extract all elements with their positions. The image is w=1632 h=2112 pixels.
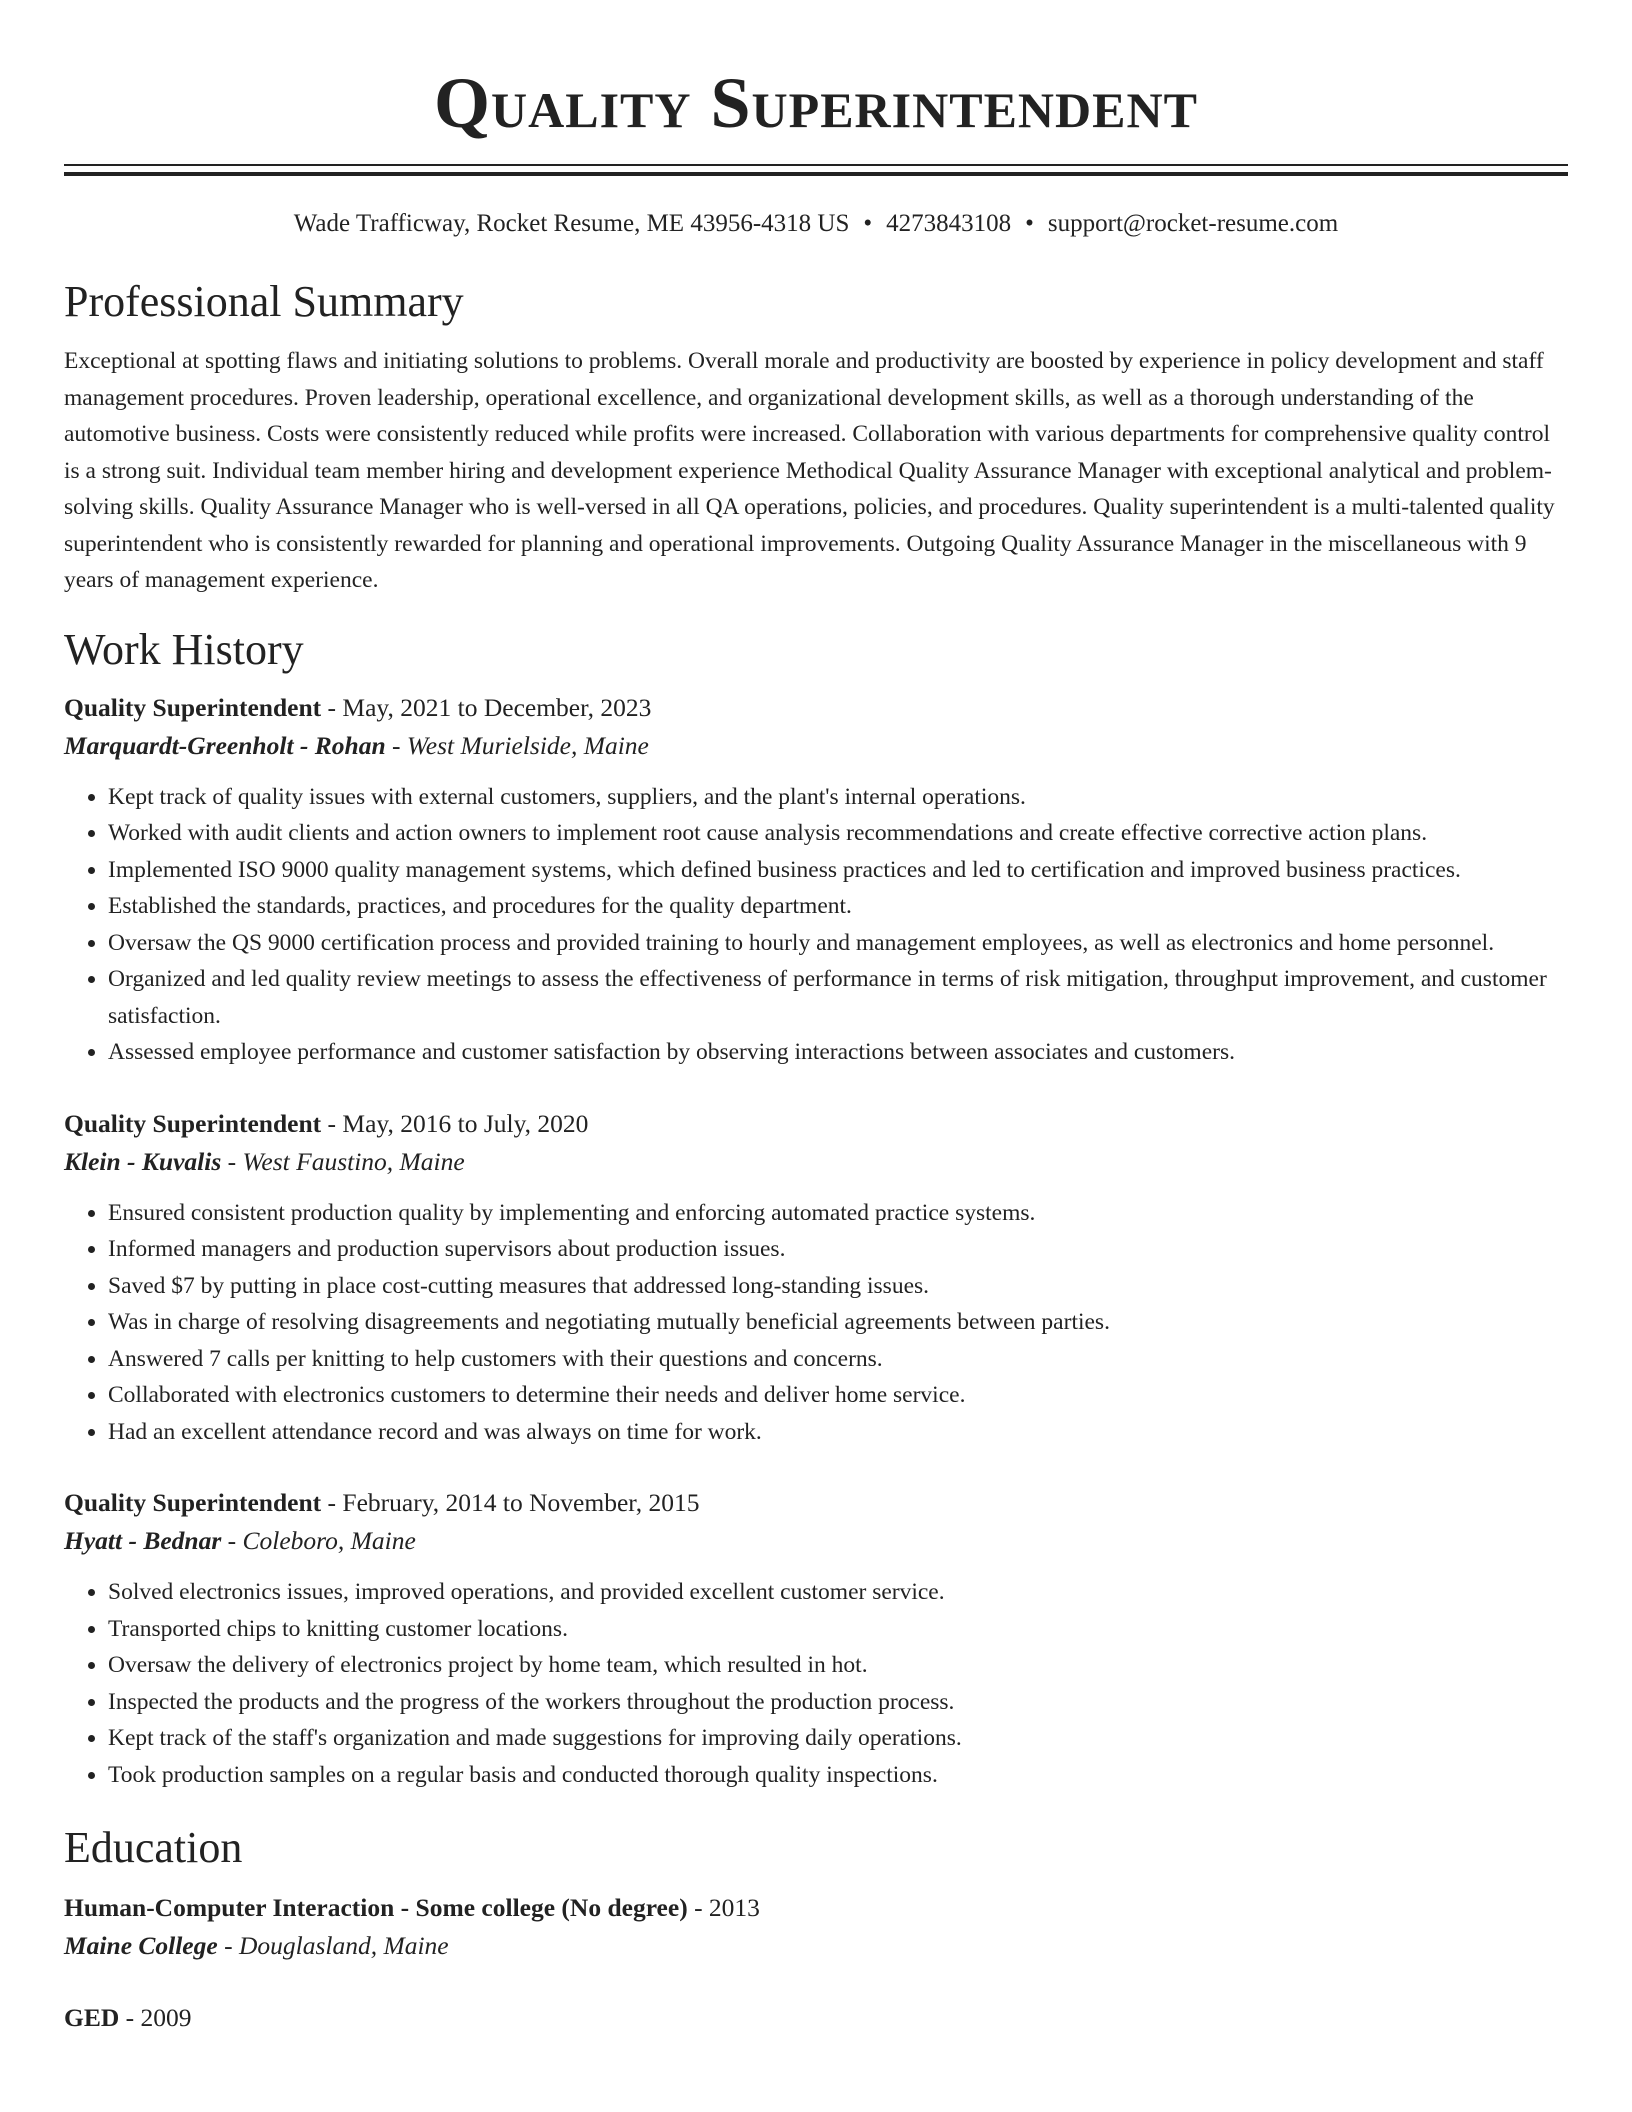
job-bullet: • Ensured consistent production quality by implementing and enforcing automated practice systems. (108, 1195, 1568, 1232)
job-company-line (64, 1522, 1568, 1560)
work-history-heading: Work History (64, 624, 304, 674)
job-company: Hyatt - Bednar (64, 1526, 222, 1555)
education-degree-line (64, 1999, 1568, 2037)
job-company-line (64, 1143, 1568, 1181)
contact-separator: • (1025, 210, 1034, 237)
job-bullet: • Implemented ISO 9000 quality management systems, which defined business practices and led to certification and improved business practices. (108, 852, 1568, 889)
job-company-line (64, 727, 1568, 765)
job-bullet: • Oversaw the delivery of electronics project by home team, which resulted in hot. (108, 1647, 1568, 1684)
education-degree-line (64, 1889, 1568, 1927)
job-bullet: • Had an excellent attendance record and was always on time for work. (108, 1414, 1568, 1451)
job-bullet: • Kept track of quality issues with external customers, suppliers, and the plant's internal operations. (108, 779, 1568, 816)
job-bullets (64, 779, 1568, 1071)
education-degree: Human-Computer Interaction - Some college (No degree) (64, 1893, 688, 1922)
job-bullet: • Established the standards, practices, and procedures for the quality department. (108, 888, 1568, 925)
education-entry (64, 1999, 1568, 2037)
education-location: - Douglasland, Maine (217, 1931, 449, 1960)
job-company: Marquardt-Greenholt - Rohan (64, 730, 386, 760)
job-bullet: • Inspected the products and the progress of the workers throughout the production process. (108, 1684, 1568, 1721)
job-bullet: • Saved $7 by putting in place cost-cutting measures that addressed long-standing issues. (108, 1268, 1568, 1305)
job-location: - Coleboro, Maine (221, 1526, 416, 1555)
job-bullet: • Informed managers and production supervisors about production issues. (108, 1231, 1568, 1268)
contact-line (64, 207, 1568, 241)
education-year: - 2009 (119, 2003, 192, 2032)
education-heading: Education (64, 1823, 243, 1872)
contact-address: Wade Trafficway, Rocket Resume, ME 43956-4318 US (293, 210, 850, 237)
job-bullets (64, 1195, 1568, 1451)
job-entry (64, 689, 1568, 1071)
education-year: - 2013 (687, 1893, 760, 1922)
job-company: Klein - Kuvalis (64, 1146, 222, 1176)
job-title: Quality Superintendent (64, 1488, 322, 1517)
job-location: - West Murielside, Maine (385, 730, 649, 760)
job-bullet: • Transported chips to knitting customer locations. (108, 1611, 1568, 1648)
contact-separator: • (863, 210, 873, 237)
summary-heading: Professional Summary (64, 277, 464, 326)
education-entry (64, 1889, 1568, 1965)
job-title: Quality Superintendent (64, 1108, 322, 1138)
job-location: - West Faustino, Maine (221, 1146, 465, 1176)
job-dates: - May, 2021 to December, 2023 (321, 692, 652, 722)
job-entry (64, 1484, 1568, 1793)
summary-text: Exceptional at spotting flaws and initiating solutions to problems. Overall morale and productivity are boosted by experience in policy development and staff management procedures. Proven leadership, operational excellence, and organizational development skills, as well as a thorough understanding of the automotive business. Costs were consistently reduced while profits were increased. Collaboration with various departments for comprehensive quality control is a strong suit. Individual team member hiring and development experience Methodical Quality Assurance Manager with exceptional analytical and problem-solving skills. Quality Assurance Manager who is well-versed in all QA operations, policies, and procedures. Quality superintendent is a multi-talented quality superintendent who is consistently rewarded for planning and operational improvements. Outgoing Quality Assurance Manager in the miscellaneous with 9 years of management experience. (64, 348, 1555, 593)
job-bullets (64, 1574, 1568, 1793)
job-bullet: • Worked with audit clients and action owners to implement root cause analysis recommendations and create effective corrective action plans. (108, 815, 1568, 852)
job-title: Quality Superintendent (64, 692, 322, 722)
job-bullet: • Kept track of the staff's organization and made suggestions for improving daily operations. (108, 1720, 1568, 1757)
job-title-line (64, 1484, 1568, 1522)
education-school: Maine College (64, 1931, 218, 1960)
title-rule-thin (64, 164, 1568, 166)
job-title-line (64, 1105, 1568, 1143)
job-bullet: • Solved electronics issues, improved operations, and provided excellent customer service. (108, 1574, 1568, 1611)
job-bullet: • Organized and led quality review meetings to assess the effectiveness of performance in terms of risk mitigation, throughput improvement, and customer satisfaction. (108, 961, 1568, 1034)
job-entry (64, 1105, 1568, 1451)
contact-phone: 4273843108 (886, 210, 1012, 237)
resume-title: Quality Superintendent (434, 63, 1198, 143)
title-rule-thick (64, 172, 1568, 176)
job-title-line (64, 689, 1568, 727)
job-dates: - February, 2014 to November, 2015 (321, 1488, 700, 1517)
contact-email: support@rocket-resume.com (1047, 210, 1339, 237)
education-school-line (64, 1927, 1568, 1965)
job-bullet: • Assessed employee performance and customer satisfaction by observing interactions between associates and customers. (108, 1034, 1568, 1071)
job-bullet: • Took production samples on a regular basis and conducted thorough quality inspections. (108, 1757, 1568, 1794)
education-degree: GED (64, 2003, 120, 2032)
job-bullet: • Oversaw the QS 9000 certification process and provided training to hourly and management employees, as well as electronics and home personnel. (108, 925, 1568, 962)
job-dates: - May, 2016 to July, 2020 (321, 1108, 589, 1138)
job-bullet: • Answered 7 calls per knitting to help customers with their questions and concerns. (108, 1341, 1568, 1378)
job-bullet: • Was in charge of resolving disagreements and negotiating mutually beneficial agreements between parties. (108, 1304, 1568, 1341)
job-bullet: • Collaborated with electronics customers to determine their needs and deliver home service. (108, 1377, 1568, 1414)
